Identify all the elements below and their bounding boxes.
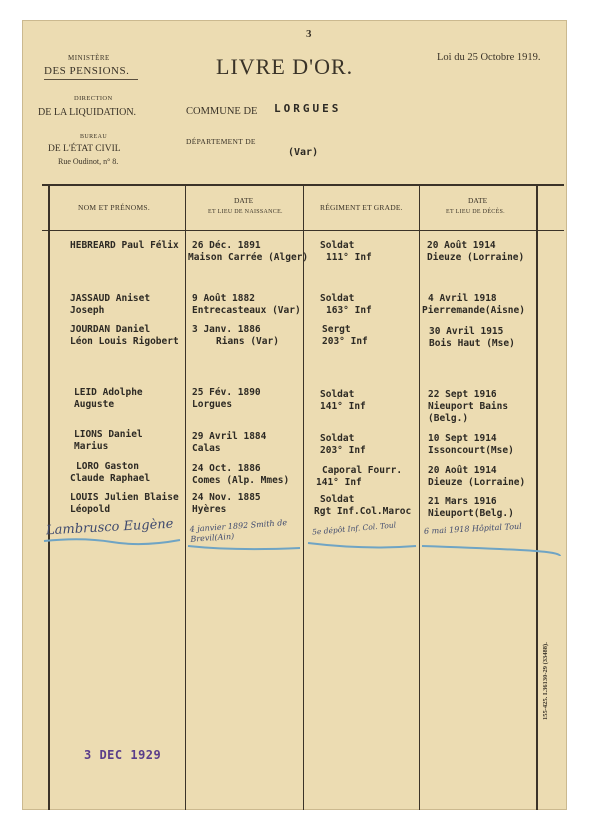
death-cell (428, 496, 514, 520)
birth-place: Rians (Var) (216, 336, 279, 347)
rank: Soldat (320, 240, 355, 251)
death-place: Nieuport(Belg.) (428, 508, 514, 519)
rank: Soldat (320, 494, 355, 505)
table-row (74, 387, 143, 411)
header-name: NOM ET PRÉNOMS. (78, 203, 151, 212)
death-cell (422, 293, 525, 317)
rank: Soldat (320, 389, 355, 400)
birth-place: Lorgues (192, 399, 233, 410)
bureau-name: DE L'ÉTAT CIVIL (48, 144, 121, 154)
birth-cell (192, 463, 289, 487)
commune-label: COMMUNE DE (186, 106, 258, 117)
birth-date: 25 Fév. 1890 (192, 387, 261, 398)
birth-cell (192, 324, 279, 348)
regiment: Rgt Inf.Col.Maroc (314, 506, 412, 517)
birth-place: Comes (Alp. Mmes) (192, 475, 290, 486)
page-title: LIVRE D'OR. (216, 54, 354, 79)
direction-name: DE LA LIQUIDATION. (38, 107, 137, 118)
commune-value: LORGUES (274, 102, 342, 115)
birth-cell (192, 492, 261, 516)
person-name: LIONS Daniel (74, 429, 143, 440)
table-row (70, 240, 179, 252)
person-given-names: Auguste (74, 399, 115, 410)
direction-label: DIRECTION (74, 95, 113, 102)
regiment-cell (320, 433, 366, 457)
birth-place: Entrecasteaux (Var) (192, 305, 301, 316)
person-name: JOURDAN Daniel (70, 324, 151, 335)
header-death-place: ET LIEU DE DÉCÈS. (446, 209, 505, 215)
page-number: 3 (306, 28, 312, 40)
birth-cell (192, 431, 266, 455)
document-sheet (22, 20, 567, 810)
person-given-names: Marius (74, 441, 109, 452)
death-date: 4 Avril 1918 (428, 293, 497, 304)
handwritten-death: 6 mai 1918 Hôpital Toul (423, 521, 522, 536)
birth-date: 26 Déc. 1891 (192, 240, 261, 251)
table-left-border (48, 184, 50, 810)
header-birth-place: ET LIEU DE NAISSANCE. (208, 209, 283, 215)
ministry-name: DES PENSIONS. (44, 65, 130, 77)
death-date: 30 Avril 1915 (429, 326, 504, 337)
birth-date: 9 Août 1882 (192, 293, 255, 304)
table-row (70, 293, 150, 317)
table-row (70, 324, 179, 348)
column-divider-2 (303, 184, 304, 810)
birth-cell (192, 293, 301, 317)
table-row (70, 492, 179, 516)
person-given-names: Joseph (70, 305, 105, 316)
death-cell (427, 240, 524, 264)
death-date: 21 Mars 1916 (428, 496, 497, 507)
death-place: Nieuport Bains (428, 401, 509, 412)
ministry-label: MINISTÈRE (68, 54, 110, 62)
regiment: 141° Inf (320, 401, 366, 412)
departement-label: DÉPARTEMENT DE (186, 137, 256, 146)
birth-place: Maison Carrée (Alger) (188, 252, 309, 263)
birth-date: 3 Janv. 1886 (192, 324, 261, 335)
birth-date: 24 Nov. 1885 (192, 492, 261, 503)
person-name: LORO Gaston (76, 461, 139, 472)
handwritten-regiment-underline (306, 540, 418, 552)
departement-value: (Var) (288, 147, 319, 158)
death-cell (429, 326, 515, 350)
birth-place: Hyères (192, 504, 227, 515)
person-given-names: Léopold (70, 504, 111, 515)
death-country: (Belg.) (428, 413, 469, 424)
handwritten-death-underline (420, 542, 562, 562)
death-place: Bois Haut (Mse) (429, 338, 515, 349)
birth-date: 29 Avril 1884 (192, 431, 267, 442)
handwritten-underline (42, 535, 182, 549)
regiment-cell (320, 389, 366, 413)
regiment-cell (314, 494, 411, 518)
table-row (70, 461, 150, 485)
handwritten-name: Lambrusco Eugène (45, 516, 174, 539)
date-stamp: 3 DEC 1929 (84, 748, 162, 762)
birth-cell (188, 240, 308, 264)
column-divider-1 (185, 184, 186, 810)
column-divider-3 (419, 184, 420, 810)
person-name: LOUIS Julien Blaise (70, 492, 179, 503)
death-place: Dieuze (Lorraine) (427, 252, 525, 263)
death-date: 22 Sept 1916 (428, 389, 497, 400)
bureau-label: BUREAU (80, 134, 108, 140)
death-place: Issoncourt(Mse) (428, 445, 514, 456)
rank: Sergt (322, 324, 351, 335)
handwritten-regiment: 5e dépôt Inf. Col. Toul (311, 520, 397, 537)
regiment-cell (320, 240, 372, 264)
regiment: 111° Inf (326, 252, 372, 263)
death-place: Pierremande(Aisne) (422, 305, 525, 316)
birth-cell (192, 387, 261, 411)
regiment: 141° Inf (316, 477, 362, 488)
regiment-cell (320, 293, 372, 317)
regiment: 163° Inf (326, 305, 372, 316)
death-place: Dieuze (Lorraine) (428, 477, 526, 488)
person-given-names: Claude Raphael (70, 473, 151, 484)
person-name: HEBREARD Paul Félix (70, 240, 179, 251)
death-cell (428, 465, 525, 489)
death-cell (428, 389, 508, 425)
table-right-border (536, 184, 538, 810)
regiment: 203° Inf (320, 445, 366, 456)
birth-date: 24 Oct. 1886 (192, 463, 261, 474)
handwritten-birth-underline (186, 542, 302, 554)
birth-place: Calas (192, 443, 221, 454)
handwritten-birth: 4 janvier 1892 Smith de Brevil(Ain) (189, 518, 288, 544)
death-date: 20 Août 1914 (428, 465, 497, 476)
person-given-names: Léon Louis Rigobert (70, 336, 179, 347)
regiment: 203° Inf (322, 336, 368, 347)
death-cell (428, 433, 514, 457)
table-row (74, 429, 143, 453)
death-date: 20 Août 1914 (427, 240, 496, 251)
death-date: 10 Sept 1914 (428, 433, 497, 444)
header-death-date: DATE (468, 196, 488, 205)
law-reference: Loi du 25 Octobre 1919. (437, 52, 541, 63)
regiment-cell (322, 324, 368, 348)
rank: Soldat (320, 433, 355, 444)
printer-reference: 155-425. I.36130-29 (33488). (542, 642, 549, 720)
person-name: JASSAUD Aniset (70, 293, 151, 304)
ministry-underline (44, 79, 138, 80)
rank: Soldat (320, 293, 355, 304)
bureau-address: Rue Oudinot, n° 8. (58, 157, 119, 166)
header-birth-date: DATE (234, 196, 254, 205)
header-regiment: RÉGIMENT ET GRADE. (320, 203, 403, 212)
rank: Caporal Fourr. (322, 465, 403, 476)
person-name: LEID Adolphe (74, 387, 143, 398)
regiment-cell (316, 465, 402, 489)
